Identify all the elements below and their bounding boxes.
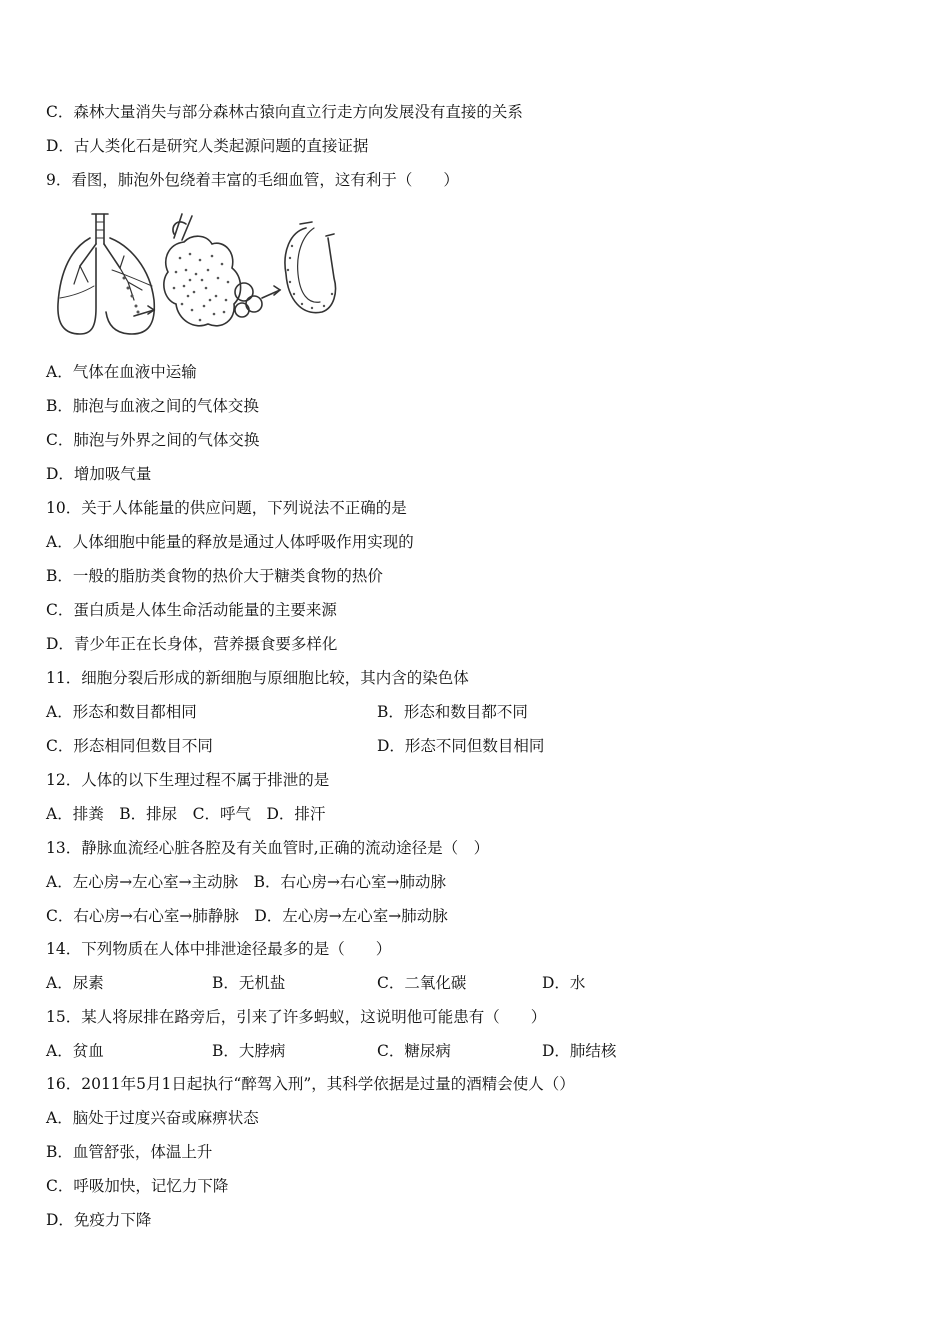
q10-option-b: B．一般的脂肪类食物的热价大于糖类食物的热价 <box>46 567 383 585</box>
q9-option-b: B．肺泡与血液之间的气体交换 <box>46 397 259 415</box>
q13-options-cd: C．右心房→右心室→肺静脉 D．左心房→左心室→肺动脉 <box>46 907 448 925</box>
q9-option-d: D．增加吸气量 <box>46 465 152 483</box>
q11-option-c: C．形态相同但数目不同 <box>46 737 213 755</box>
q11-option-a: A．形态和数目都相同 <box>46 703 197 721</box>
q14-option-d: D．水 <box>542 974 586 992</box>
q10-option-a: A．人体细胞中能量的释放是通过人体呼吸作用实现的 <box>46 533 414 551</box>
q9-option-c: C．肺泡与外界之间的气体交换 <box>46 431 260 449</box>
q15-option-a: A．贫血 <box>46 1042 104 1060</box>
q11-stem: 11．细胞分裂后形成的新细胞与原细胞比较，其内含的染色体 <box>46 669 469 687</box>
q12-stem: 12．人体的以下生理过程不属于排泄的是 <box>46 771 330 789</box>
q14-option-a: A．尿素 <box>46 974 104 992</box>
q15-option-d: D．肺结核 <box>542 1042 617 1060</box>
q9-option-a: A．气体在血液中运输 <box>46 363 197 381</box>
q11-option-d: D．形态不同但数目相同 <box>377 737 545 755</box>
q14-option-b: B．无机盐 <box>212 974 286 992</box>
q16-option-d: D．免疫力下降 <box>46 1211 152 1229</box>
q16-stem: 16．2011年5月1日起执行“醉驾入刑”，其科学依据是过量的酒精会使人（） <box>46 1075 575 1093</box>
q14-option-c: C．二氧化碳 <box>377 974 467 992</box>
q16-option-c: C．呼吸加快，记忆力下降 <box>46 1177 229 1195</box>
q15-option-b: B．大脖病 <box>212 1042 286 1060</box>
q12-options: A．排粪 B．排尿 C．呼气 D．排汗 <box>46 805 326 823</box>
q13-options-ab: A．左心房→左心室→主动脉 B．右心房→右心室→肺动脉 <box>46 873 447 891</box>
q15-option-c: C．糖尿病 <box>377 1042 451 1060</box>
lung-alveoli-capillary-diagram <box>50 208 342 344</box>
q16-option-a: A．脑处于过度兴奋或麻痹状态 <box>46 1109 259 1127</box>
q8-option-c: C．森林大量消失与部分森林古猿向直立行走方向发展没有直接的关系 <box>46 103 523 121</box>
q9-stem: 9．看图，肺泡外包绕着丰富的毛细血管，这有利于（ ） <box>46 171 459 189</box>
q16-option-b: B．血管舒张，体温上升 <box>46 1143 213 1161</box>
q13-stem: 13．静脉血流经心脏各腔及有关血管时,正确的流动途径是（ ） <box>46 839 490 857</box>
q14-stem: 14．下列物质在人体中排泄途径最多的是（ ） <box>46 940 392 958</box>
q10-option-d: D．青少年正在长身体，营养摄食要多样化 <box>46 635 338 653</box>
q10-option-c: C．蛋白质是人体生命活动能量的主要来源 <box>46 601 337 619</box>
q8-option-d: D．古人类化石是研究人类起源问题的直接证据 <box>46 137 369 155</box>
q11-option-b: B．形态和数目都不同 <box>377 703 528 721</box>
q10-stem: 10．关于人体能量的供应问题，下列说法不正确的是 <box>46 499 407 517</box>
q15-stem: 15．某人将尿排在路旁后，引来了许多蚂蚁，这说明他可能患有（ ） <box>46 1008 547 1026</box>
